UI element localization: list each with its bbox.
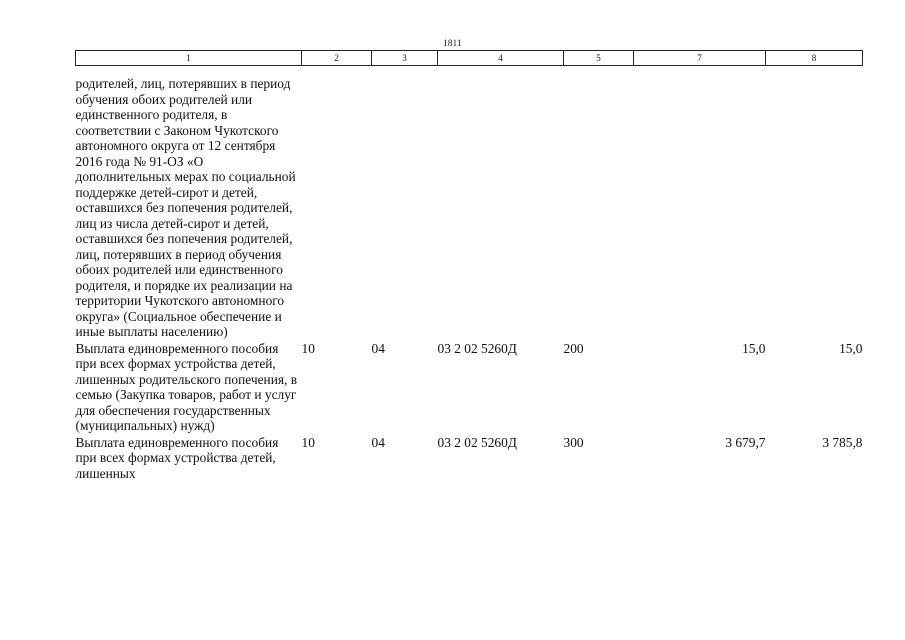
row-expense-type: 300: [563, 434, 584, 450]
row-subsection: 04: [371, 340, 385, 356]
row-amount-col8: 3 785,8: [822, 434, 863, 450]
header-col-3: 3: [372, 51, 438, 66]
page-number: 1811: [443, 38, 462, 48]
row-section: 10: [301, 434, 315, 450]
header-col-8: 8: [766, 51, 863, 66]
row-amount-col7: [634, 66, 766, 340]
table-row: [76, 340, 863, 434]
header-col-2: 2: [302, 51, 372, 66]
row-expense-type: [564, 66, 634, 340]
row-amount-col7: 15,0: [742, 340, 766, 356]
row-description: Выплата единовременного пособия при всех формах устройства детей, лишенных: [75, 434, 279, 481]
table-body: [76, 66, 863, 482]
header-col-5: 5: [564, 51, 634, 66]
row-target-article: [438, 66, 564, 340]
budget-table: [75, 50, 863, 481]
row-amount-col8: [766, 66, 863, 340]
header-col-7: 7: [634, 51, 766, 66]
table-header: [76, 51, 863, 66]
row-description: Выплата единовременного пособия при всех формах устройства детей, лишенных родительского попечения, в семью (Закупка товаров, работ и услуг для обеспечения государственных (муниципальных) нужд): [75, 340, 298, 433]
row-subsection: [372, 66, 438, 340]
row-subsection: 04: [371, 434, 385, 450]
row-description: родителей, лиц, потерявших в период обучения обоих родителей или единственного родителя, в соответствии с Законом Чукотского автономного округа от 12 сентября 2016 года № 91-ОЗ «О дополнительных мерах по социальной поддержке детей-сирот и детей, оставшихся без попечения родителей, лиц из числа детей-сирот и детей, оставшихся без попечения родителей, лиц, потерявших в период обучения обоих родителей или единственного родителя, и порядке их реализации на территории Чукотского автономного округа» (Социальное обеспечение и иные выплаты населению): [75, 76, 296, 339]
row-section: 10: [301, 340, 315, 356]
row-amount-col8: 15,0: [839, 340, 863, 356]
header-row: [76, 51, 863, 66]
row-target-article: 03 2 02 5260Д: [437, 434, 517, 450]
header-col-1: 1: [76, 51, 302, 66]
row-expense-type: 200: [563, 340, 584, 356]
row-target-article: 03 2 02 5260Д: [437, 340, 517, 356]
row-amount-col7: 3 679,7: [725, 434, 766, 450]
header-col-4: 4: [438, 51, 564, 66]
row-section: [302, 66, 372, 340]
table-row: [76, 66, 863, 340]
table-row: [76, 434, 863, 482]
